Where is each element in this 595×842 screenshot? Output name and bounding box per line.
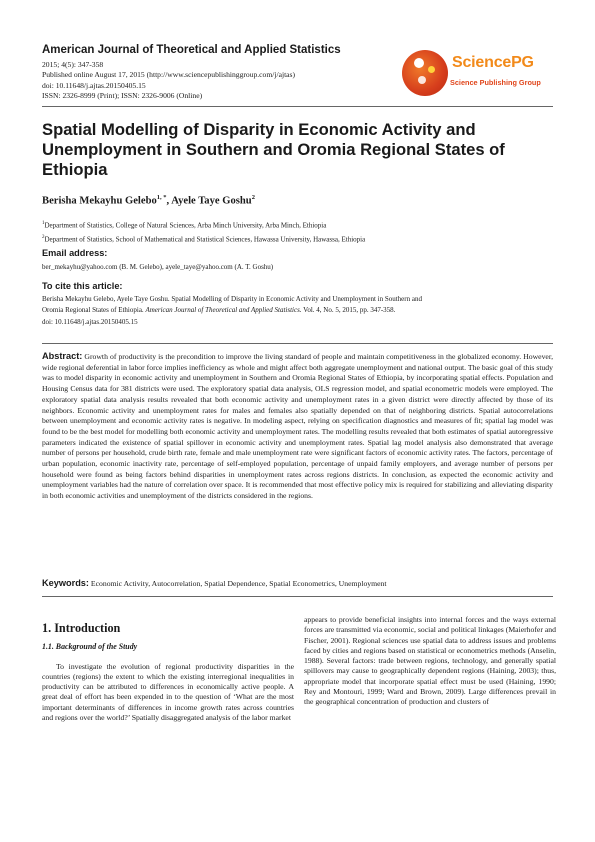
keywords (42, 578, 553, 588)
logo-dot-icon (428, 66, 435, 73)
paper-title: Spatial Modelling of Disparity in Economic Activity and Unemployment in Southern and Oromia Regional States of Ethiopia (42, 120, 505, 179)
logo-dot-icon (414, 58, 424, 68)
affiliation-number: 2 (42, 234, 45, 240)
affiliation-number: 1 (42, 221, 45, 226)
publication-meta (42, 60, 295, 102)
cite-heading: To cite this article: (42, 281, 123, 291)
section-heading: 1. Introduction (42, 621, 121, 635)
citation-part: Oromia Regional States of Ethiopia. (42, 306, 146, 315)
abstract-text: Growth of productivity is the precondition to improve the living standard of people and maintain competitiveness in the globalized economy. However, wide regional deferential in labor force implies inefficiency as whole and might affect both aggregate unemployment and national output. The basic goal of this study was to model disparity in economic activity and unemployment in Southern and Oromia Regional States of Ethiopia, by incorporating spatial effects. Population and Housing Census data for 381 districts were used. The exploratory spatial data analysis, OLS regression model, and spatial econometric models were employed. The exploratory spatial data analysis results revealed that both economic activity and unemployment rates in a given district were directly affected by those of its neighbors. Economic activity and unemployment rates for males and females also spatially depended on that of neighboring districts. Spatial autocorrelations between unemployment and economic activity rates is negative. In modeling aspect, relying on specification diagnostics and measures of fit; spatial lag model was found to be the best model for modelling both economic activity and unemployment rates. The modelling results revealed that both estimates of spatial autoregressive parameters indicated the existence of spatial spillover in economic activity and unemployment rates. Spatial lag model analysis also demonstrated that average number of persons per household, crude birth rate, female and male unemployment rate were significant factors of economic activity rates. The factors, percentage of urban population, economic inactivity rate, percentage of self-employed population, percentage of unpaid family employers, and average number of persons per household were found as being factors behind disparities in unemployment rates across regions districts. In conclusion, as expected the economic activity and unemployment variables had the nature of correlation over space. It is recommended that most effective policy mix is required for stabilizing and alleviating disparity in both economic activities and unemployment of the districts considered in the regions. (42, 352, 553, 501)
affiliation-text: Department of Statistics, School of Mathematical and Statistical Sciences, Hawassa University, Hawassa, Ethiopia (44, 235, 366, 244)
author-name: Berisha Mekayhu Gelebo (42, 195, 157, 207)
body-paragraph: appears to provide beneficial insights into internal forces and the ways external forces are transmitted via economic, social and political linkages (Maierhofer and Fischer, 2001). Regional sciences use spatial data to address issues and problems faced by cities and regions based on statistical or econometrics methods (Anselin, 1988). Several factors: trade between regions, technology, and generally spatial spillovers may cause to geographically dependent regions (Haining, 2003); thus, appropriate model that incorporate spatial effect must be used (Haining, 1990; Rey and Montouri, 1999; Ward and Brown, 2009). Large differences prevail in the geographical concentration of production and clusters of (304, 615, 556, 707)
affiliation-text: Department of Statistics, College of Natural Sciences, Arba Minch University, Arba Minch, Ethiopia (44, 221, 327, 230)
author-name: Ayele Taye Goshu (171, 195, 252, 207)
author-superscript: 1, * (156, 194, 167, 201)
citation-doi: doi: 10.11648/j.ajtas.20150405.15 (42, 317, 138, 326)
meta-published: Published online August 17, 2015 (http://www.sciencepublishinggroup.com/j/ajtas) (42, 70, 296, 80)
abstract (42, 351, 553, 502)
meta-volume: 2015; 4(5): 347-358 (42, 60, 104, 69)
author-superscript: 2 (251, 194, 255, 201)
logo-subtext: Science Publishing Group (450, 78, 541, 87)
subsection-heading: 1.1. Background of the Study (42, 642, 138, 652)
citation-part: Vol. 4, No. 5, 2015, pp. 347-358. (301, 306, 396, 315)
email-heading: Email address: (42, 248, 108, 258)
logo-dot-icon (418, 76, 426, 84)
body-paragraph: To investigate the evolution of regional productivity disparities in the countries (regions) the extent to which the existing interregional inequalities in productivity can be attributed to differences in economically active people. A great deal of effort has been expended in to the question of ‘What are the most important determinants of differences in income growth rates across countries and regions over the world?’ Spatially disaggregated analysis of the labor market (42, 661, 294, 723)
email-addresses: ber_mekayhu@yahoo.com (B. M. Gelebo), ayele_taye@yahoo.com (A. T. Goshu) (42, 263, 274, 271)
sciencepg-logo (402, 48, 552, 100)
meta-doi: doi: 10.11648/j.ajtas.20150405.15 (42, 80, 146, 90)
logo-circle-icon (402, 50, 448, 96)
keywords-text: Economic Activity, Autocorrelation, Spatial Dependence, Spatial Econometrics, Unemployment (90, 579, 387, 588)
citation-line (42, 305, 422, 316)
affiliation-line (42, 218, 365, 232)
affiliation-line (42, 232, 365, 246)
citation-text (42, 294, 422, 328)
journal-title: American Journal of Theoretical and Applied Statistics (42, 44, 341, 56)
keywords-label: Keywords: (42, 578, 89, 588)
author-separator: , (166, 195, 172, 207)
keywords-rule (42, 596, 553, 597)
logo-text: SciencePG (452, 54, 534, 71)
header-rule (42, 106, 553, 107)
abstract-rule (42, 343, 553, 344)
affiliations (42, 218, 365, 246)
left-column (42, 623, 294, 723)
right-column (304, 615, 556, 708)
author-list (42, 194, 255, 207)
meta-issn: ISSN: 2326-8999 (Print); ISSN: 2326-9006 (Online) (42, 91, 203, 101)
citation-line: Berisha Mekayhu Gelebo, Ayele Taye Goshu. Spatial Modelling of Disparity in Economic Activity and Unemployment in Southern and (42, 295, 422, 303)
abstract-label: Abstract: (42, 351, 83, 361)
citation-journal: American Journal of Theoretical and Applied Statistics. (145, 306, 302, 315)
